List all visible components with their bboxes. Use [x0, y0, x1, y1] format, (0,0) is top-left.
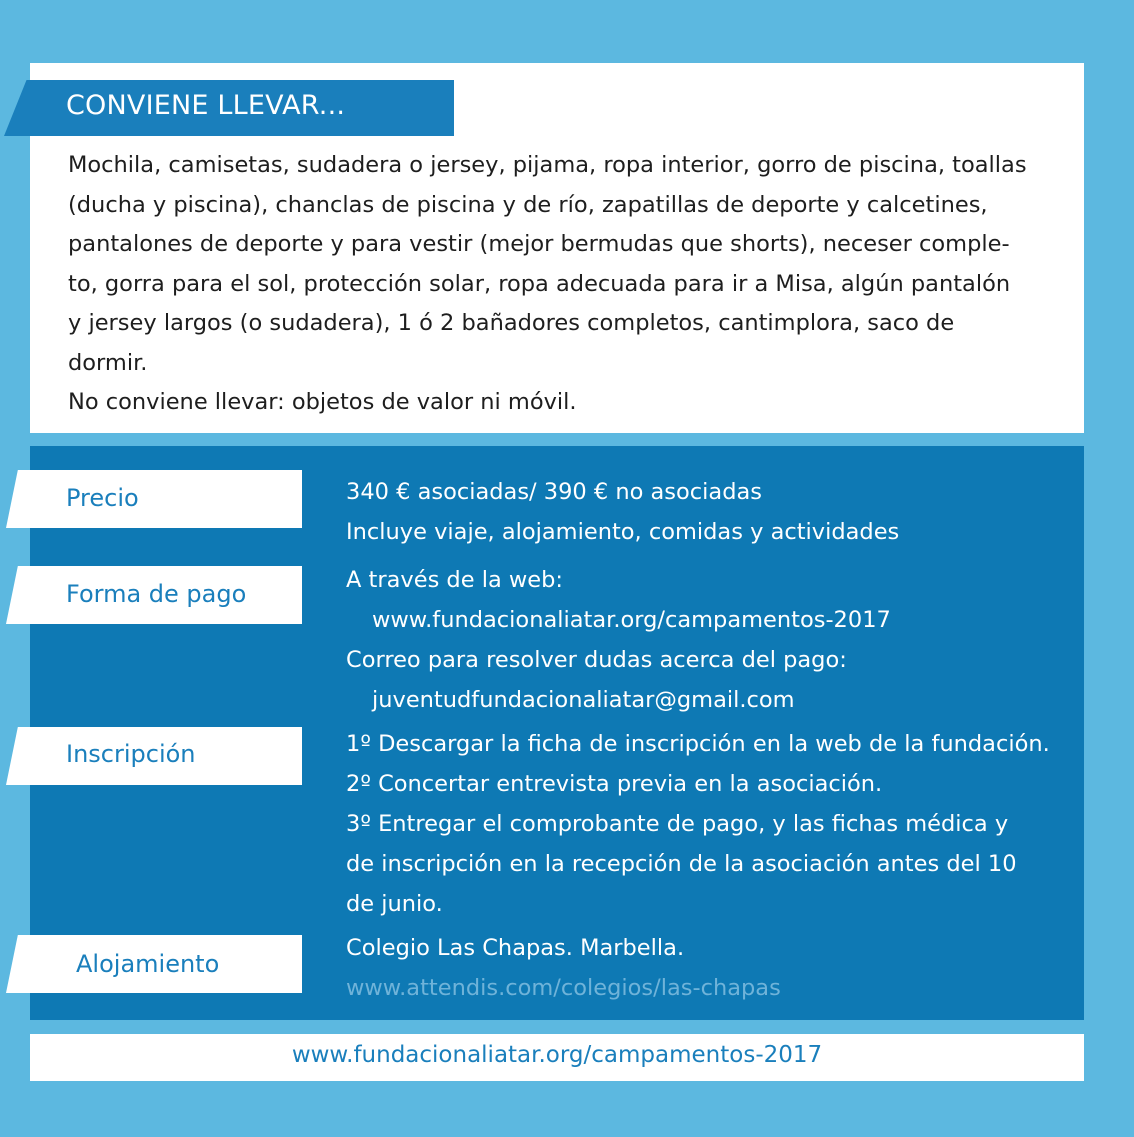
packing-line: Mochila, camisetas, sudadera o jersey, pijama, ropa interior, gorro de piscina, toallas — [68, 152, 1027, 178]
not-to-bring-line: No conviene llevar: objetos de valor ni móvil. — [68, 389, 577, 415]
packing-line: to, gorra para el sol, protección solar, ropa adecuada para ir a Misa, algún pantalón — [68, 270, 1011, 297]
payment-info — [346, 560, 1066, 720]
accommodation-venue: Colegio Las Chapas. Marbella. — [346, 935, 685, 961]
accommodation-label: Alojamiento — [76, 950, 220, 978]
registration-step-3: 3º Entregar el comprobante de pago, y las fichas médica y — [346, 811, 1009, 837]
registration-step-3-cont: de junio. — [346, 891, 443, 917]
accommodation-link[interactable]: www.attendis.com/colegios/las-chapas — [346, 975, 781, 1001]
registration-step-2: 2º Concertar entrevista previa en la asociación. — [346, 771, 883, 797]
registration-step-3-cont: de inscripción en la recepción de la asociación antes del 10 — [346, 851, 1017, 877]
price-amounts: 340 € asociadas/ 390 € no asociadas — [346, 479, 762, 505]
price-includes: Incluye viaje, alojamiento, comidas y actividades — [346, 519, 900, 545]
packing-line: pantalones de deporte y para vestir (mejor bermudas que shorts), neceser comple- — [68, 231, 1010, 257]
payment-via-web: A través de la web: — [346, 567, 564, 593]
packing-line: dormir. — [68, 349, 148, 376]
packing-line: (ducha y piscina), chanclas de piscina y de río, zapatillas de deporte y calcetines, — [68, 191, 988, 218]
registration-steps — [346, 724, 1066, 924]
payment-questions: Correo para resolver dudas acerca del pago: — [346, 647, 847, 673]
payment-email-link[interactable]: juventudfundacionaliatar@gmail.com — [372, 687, 795, 713]
registration-step-1: 1º Descargar la ficha de inscripción en la web de la fundación. — [346, 731, 1050, 757]
payment-web-link[interactable]: www.fundacionaliatar.org/campamentos-2017 — [372, 607, 891, 633]
packing-list — [68, 146, 1058, 423]
price-info — [346, 472, 1066, 552]
registration-label: Inscripción — [66, 740, 196, 768]
price-label-tab — [6, 470, 302, 528]
accommodation-info — [346, 928, 1066, 1008]
packing-line: y jersey largos (o sudadera), 1 ó 2 bañadores completos, cantimplora, saco de — [68, 310, 955, 336]
price-label: Precio — [66, 484, 139, 512]
payment-label: Forma de pago — [66, 580, 247, 608]
footer-url[interactable]: www.fundacionaliatar.org/campamentos-2017 — [291, 1042, 823, 1068]
packing-heading: CONVIENE LLEVAR... — [66, 90, 346, 121]
